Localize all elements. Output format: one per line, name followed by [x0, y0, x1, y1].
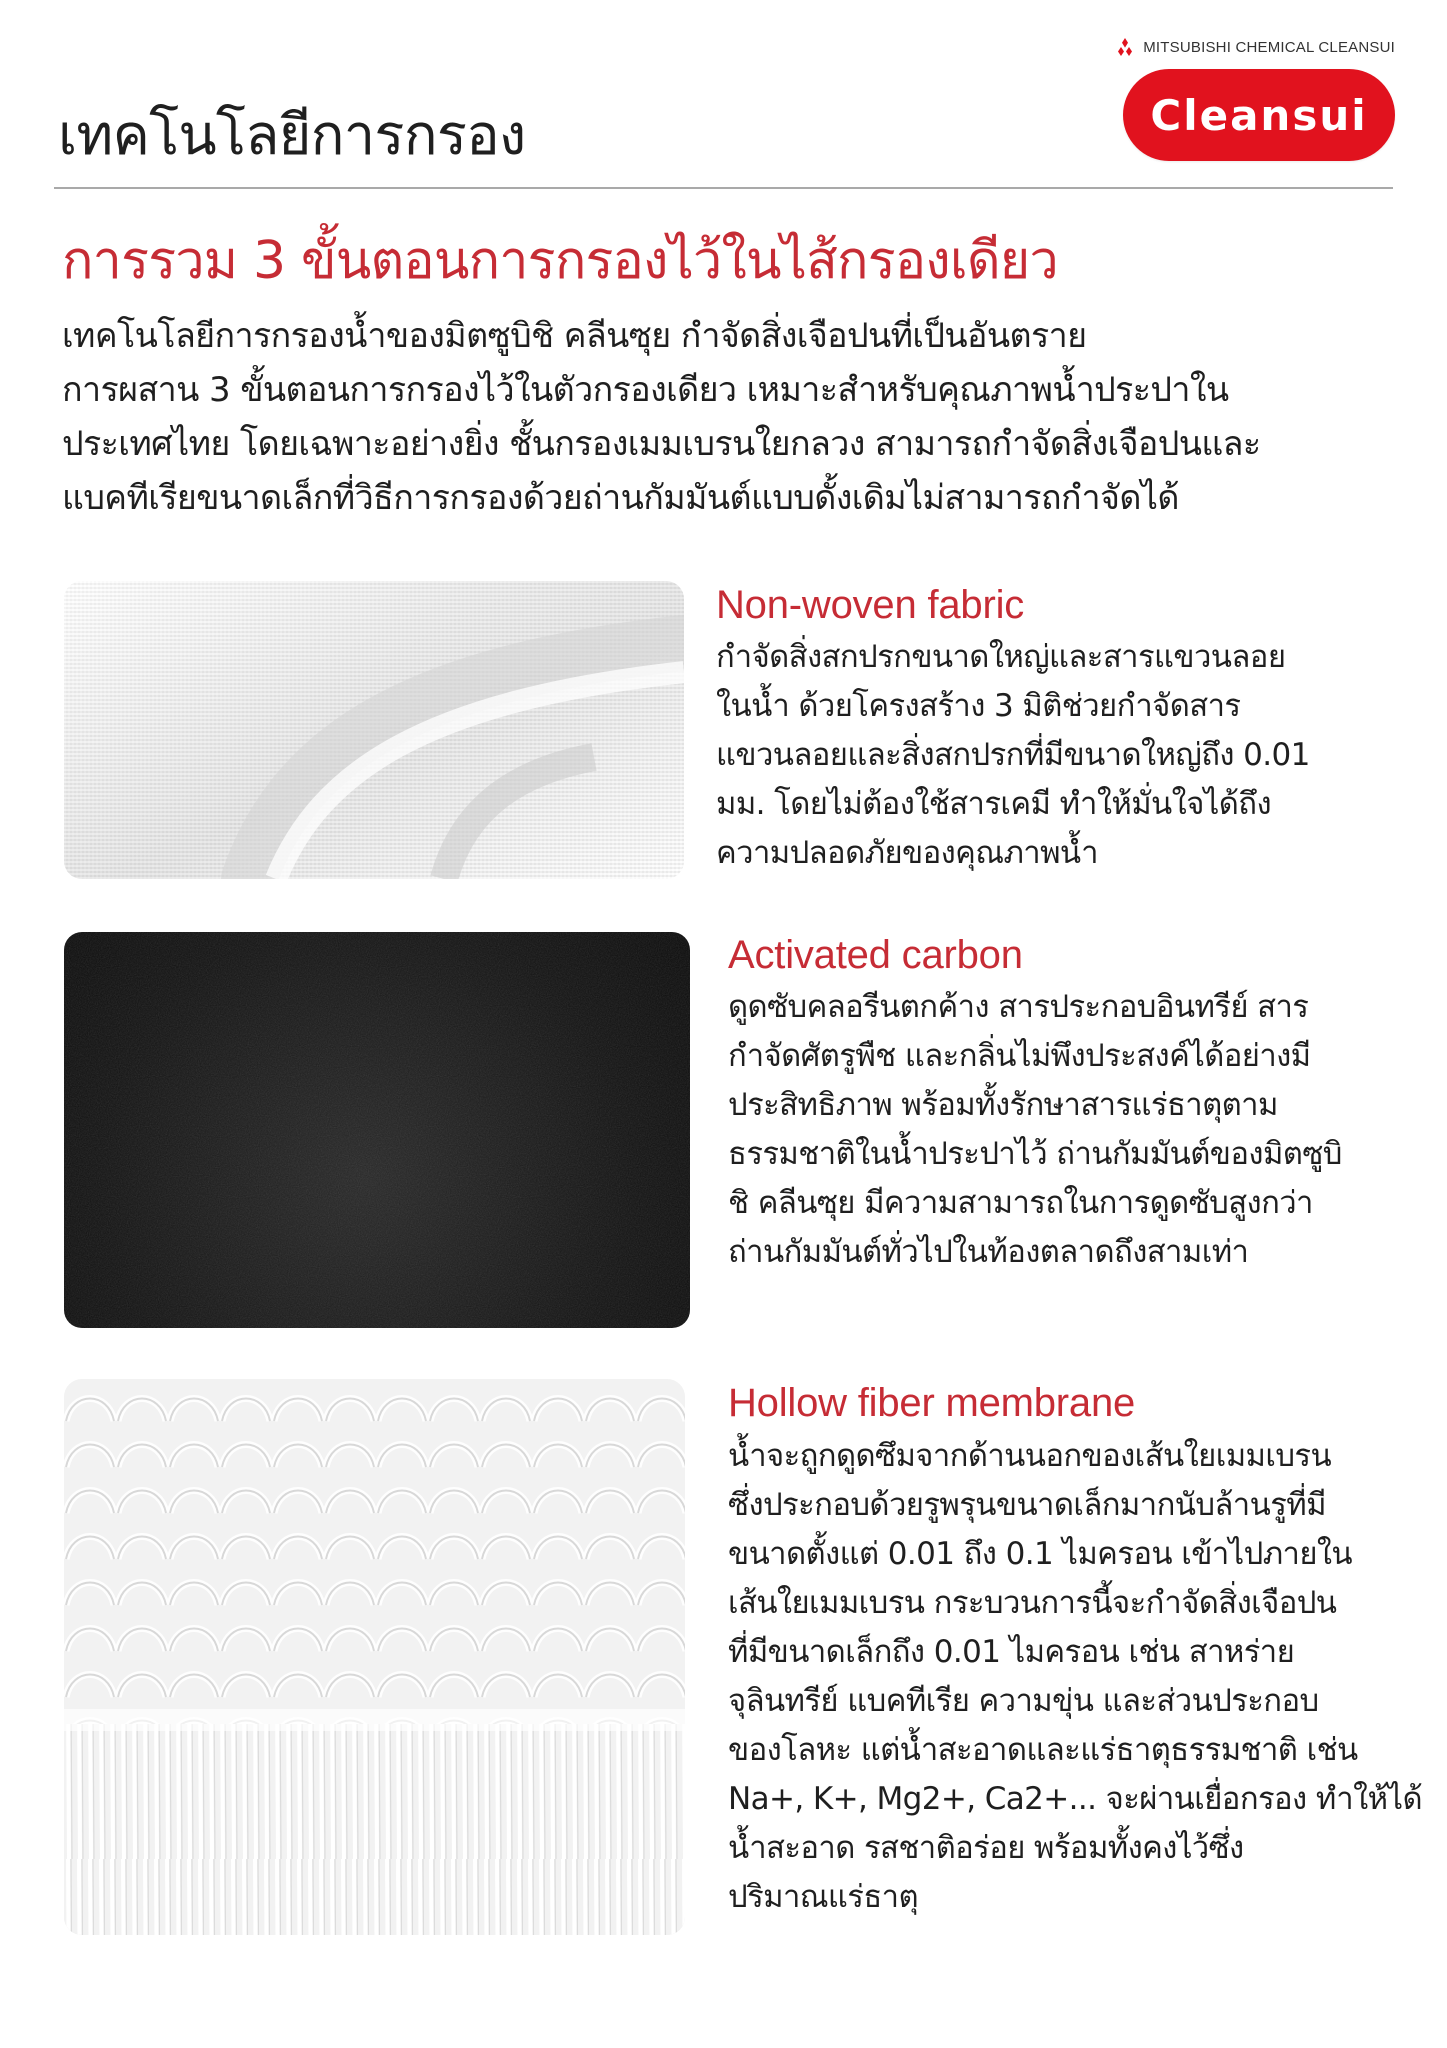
feature-line: น้ำสะอาด รสชาติอร่อย พร้อมทั้งคงไว้ซึ่ง [728, 1830, 1244, 1866]
hollow-fiber-membrane-image [64, 1379, 685, 1935]
non-woven-fabric-image [64, 581, 684, 879]
brand-header [1115, 36, 1395, 140]
feature-line: ปริมาณแร่ธาตุ [728, 1879, 919, 1915]
mitsubishi-diamond-icon [1115, 38, 1135, 56]
company-name: MITSUBISHI CHEMICAL CLEANSUI [1143, 38, 1395, 56]
feature-line: กำจัดสิ่งสกปรกขนาดใหญ่และสารแขวนลอย [716, 639, 1286, 675]
activated-carbon-image [64, 932, 690, 1328]
intro-paragraph [62, 309, 1392, 525]
feature-line: ดูดซับคลอรีนตกค้าง สารประกอบอินทรีย์ สาร [728, 989, 1309, 1025]
company-line [1115, 36, 1395, 58]
feature-title-non-woven-fabric: Non-woven fabric [716, 583, 1025, 627]
title-divider [54, 187, 1393, 189]
feature-line: กำจัดศัตรูพืช และกลิ่นไม่พึงประสงค์ได้อย่างมี [728, 1038, 1311, 1074]
carbon-texture-graphic [64, 932, 690, 1328]
intro-line: การผสาน 3 ขั้นตอนการกรองไว้ในตัวกรองเดียว เหมาะสำหรับคุณภาพน้ำประปาใน [62, 370, 1229, 410]
feature-title-hollow-fiber-membrane: Hollow fiber membrane [728, 1381, 1136, 1425]
intro-line: เทคโนโลยีการกรองน้ำของมิตซูบิชิ คลีนซุย กำจัดสิ่งเจือปนที่เป็นอันตราย [62, 316, 1087, 356]
feature-line: เส้นใยเมมเบรน กระบวนการนี้จะกำจัดสิ่งเจือปน [728, 1585, 1337, 1621]
cleansui-logo [1123, 69, 1395, 161]
section-headline: การรวม 3 ขั้นตอนการกรองไว้ในไส้กรองเดียว [62, 231, 1058, 291]
feature-body-non-woven-fabric [716, 633, 1376, 878]
membrane-texture-graphic [64, 1379, 685, 1935]
feature-line: ซึ่งประกอบด้วยรูพรุนขนาดเล็กมากนับล้านรูที่มี [728, 1487, 1326, 1523]
feature-line: ชิ คลีนซุย มีความสามารถในการดูดซับสูงกว่า [728, 1185, 1313, 1221]
feature-line: แขวนลอยและสิ่งสกปรกที่มีขนาดใหญ่ถึง 0.01 [716, 737, 1310, 773]
page-title: เทคโนโลยีการกรอง [58, 103, 526, 168]
feature-line: ประสิทธิภาพ พร้อมทั้งรักษาสารแร่ธาตุตาม [728, 1087, 1278, 1123]
intro-line: ประเทศไทย โดยเฉพาะอย่างยิ่ง ชั้นกรองเมมเบรนใยกลวง สามารถกำจัดสิ่งเจือปนและ [62, 424, 1261, 464]
feature-line: มม. โดยไม่ต้องใช้สารเคมี ทำให้มั่นใจได้ถึง [716, 786, 1271, 822]
feature-line: ที่มีขนาดเล็กถึง 0.01 ไมครอน เช่น สาหร่าย [728, 1634, 1295, 1670]
feature-body-hollow-fiber-membrane [728, 1432, 1422, 1922]
feature-line: ธรรมชาติในน้ำประปาไว้ ถ่านกัมมันต์ของมิตซูบิ [728, 1136, 1342, 1172]
feature-line: ในน้ำ ด้วยโครงสร้าง 3 มิติช่วยกำจัดสาร [716, 688, 1241, 724]
feature-line: Na+, K+, Mg2+, Ca2+... จะผ่านเยื่อกรอง ทำให้ได้ [728, 1781, 1422, 1817]
feature-line: ความปลอดภัยของคุณภาพน้ำ [716, 835, 1098, 871]
feature-line: จุลินทรีย์ แบคทีเรีย ความขุ่น และส่วนประกอบ [728, 1683, 1319, 1719]
feature-line: ของโลหะ แต่น้ำสะอาดและแร่ธาตุธรรมชาติ เช่น [728, 1732, 1358, 1768]
feature-line: น้ำจะถูกดูดซึมจากด้านนอกของเส้นใยเมมเบรน [728, 1438, 1332, 1474]
feature-line: ถ่านกัมมันต์ทั่วไปในท้องตลาดถึงสามเท่า [728, 1234, 1249, 1270]
intro-line: แบคทีเรียขนาดเล็กที่วิธีการกรองด้วยถ่านกัมมันต์แบบดั้งเดิมไม่สามารถกำจัดได้ [62, 478, 1179, 518]
logo-text: Cleansui [1150, 90, 1368, 140]
feature-line: ขนาดตั้งแต่ 0.01 ถึง 0.1 ไมครอน เข้าไปภายใน [728, 1536, 1353, 1572]
fabric-texture-graphic [64, 581, 684, 879]
feature-body-activated-carbon [728, 983, 1408, 1277]
feature-title-activated-carbon: Activated carbon [728, 933, 1023, 977]
